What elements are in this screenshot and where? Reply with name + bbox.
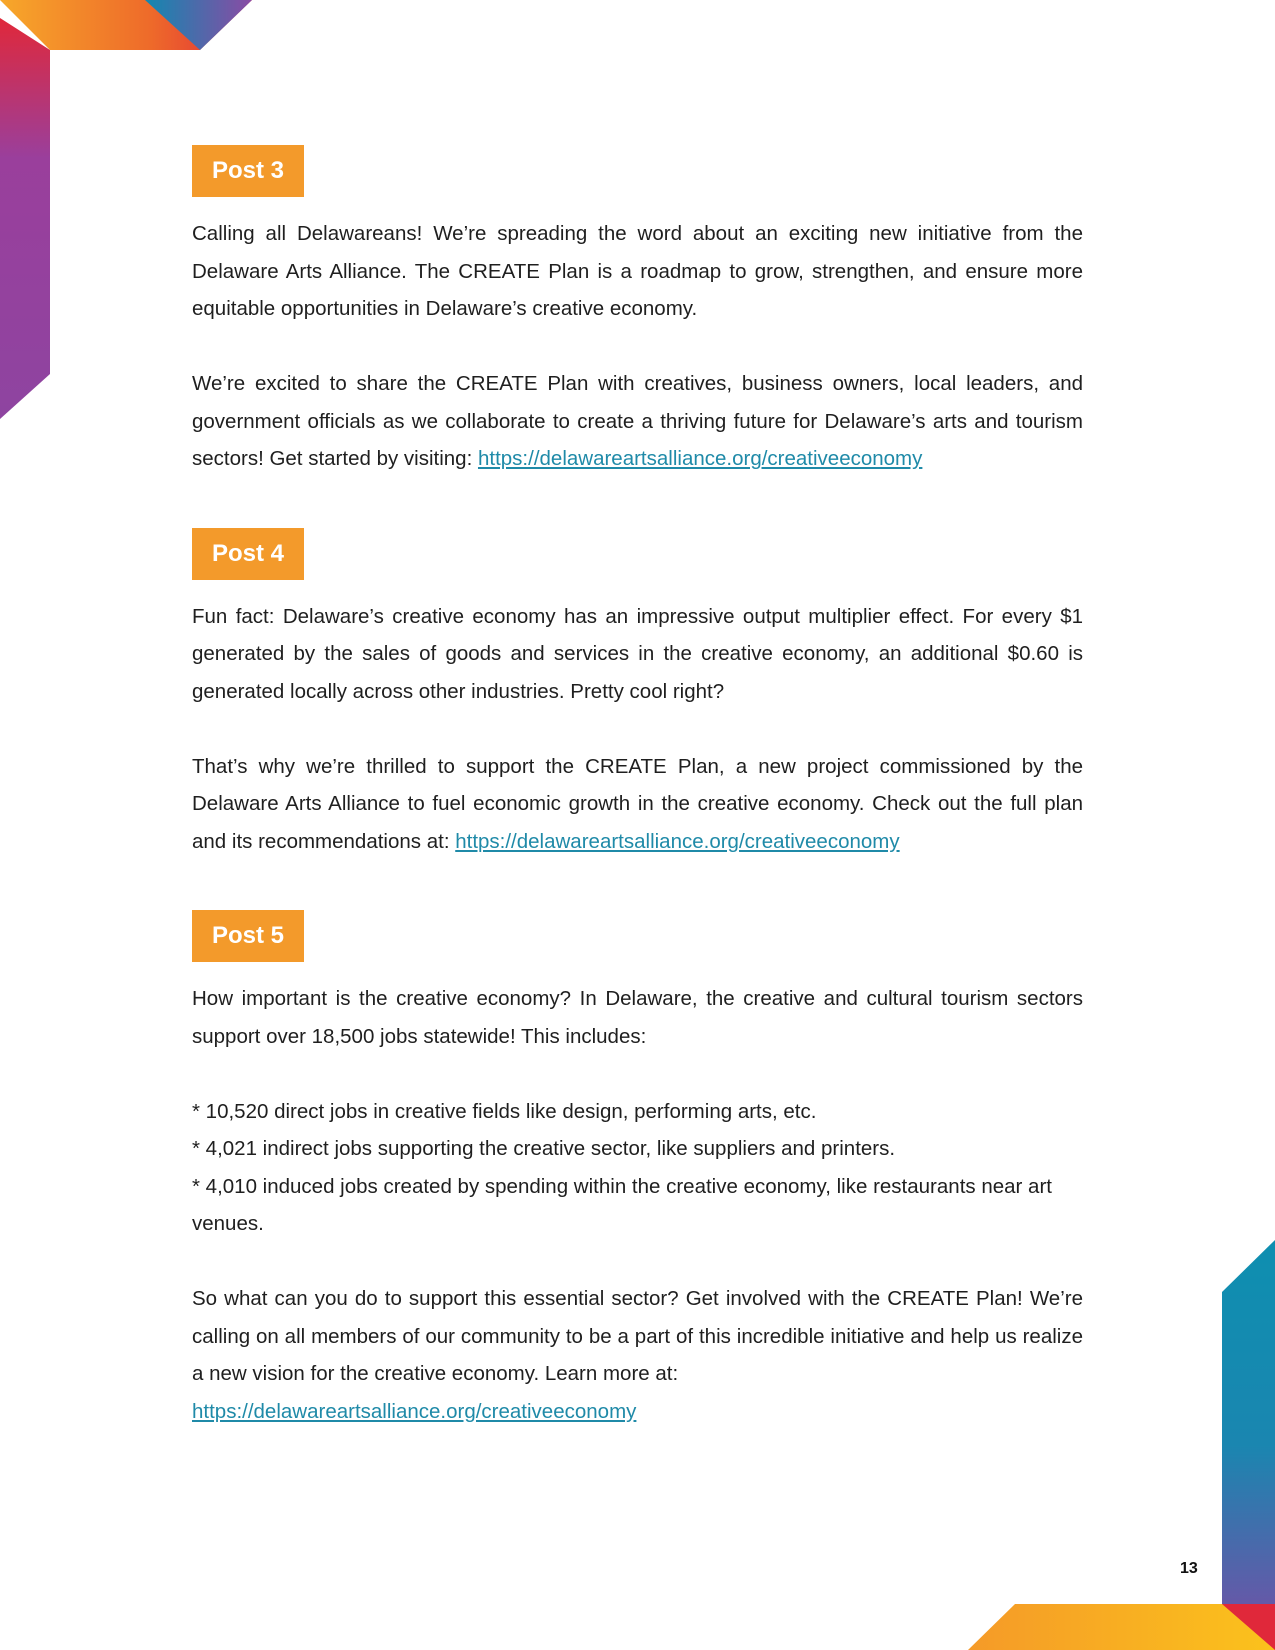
- creative-economy-link[interactable]: https://delawareartsalliance.org/creativeeconomy: [192, 1399, 637, 1423]
- post-label: Post 3: [192, 145, 304, 197]
- list-item: * 4,010 induced jobs created by spending within the creative economy, like restaurants near art venues.: [192, 1174, 1052, 1235]
- post-paragraph: [192, 1393, 1083, 1431]
- post-paragraph: Fun fact: Delaware’s creative economy has an impressive output multiplier effect. For every $1 generated by the sales of goods and services in the creative economy, an additional $0.60 is generated locally across other industries. Pretty cool right?: [192, 604, 1083, 703]
- creative-economy-link[interactable]: https://delawareartsalliance.org/creativeeconomy: [477, 447, 923, 470]
- post-label: Post 4: [192, 528, 304, 580]
- post-4: [192, 528, 1083, 861]
- post-paragraph: How important is the creative economy? In Delaware, the creative and cultural tourism sectors support over 18,500 jobs statewide! This includes:: [192, 987, 1083, 1048]
- list-item: * 10,520 direct jobs in creative fields like design, performing arts, etc.: [192, 1099, 817, 1123]
- creative-economy-link[interactable]: https://delawareartsalliance.org/creativeeconomy: [455, 829, 900, 853]
- post-3: [192, 145, 1083, 478]
- post-paragraph: So what can you do to support this essential sector? Get involved with the CREATE Plan! We’re calling on all members of our community to be a part of this incredible initiative and help us realize a new vision for the creative economy. Learn more at:: [192, 1287, 1083, 1385]
- post-paragraph: That’s why we’re thrilled to support the CREATE Plan, a new project commissioned by the Delaware Arts Alliance to fuel economic growth in the creative economy. Check out the full plan and its recommendations at: https://delawareartsalliance.org/creativeeconomy: [192, 754, 1083, 853]
- post-5: [192, 910, 1083, 1430]
- post-label: Post 5: [192, 910, 304, 962]
- document-body: [192, 145, 1083, 1430]
- post-paragraph: Calling all Delawareans! We’re spreading the word about an exciting new initiative from the Delaware Arts Alliance. The CREATE Plan is a roadmap to grow, strengthen, and ensure more equitable opportunities in Delaware’s creative economy.: [192, 222, 1083, 320]
- page-number: 13: [1180, 1560, 1198, 1577]
- post-paragraph: We’re excited to share the CREATE Plan with creatives, business owners, local leaders, and government officials as we collaborate to create a thriving future for Delaware’s arts and tourism sectors! Get started by visiting: https://delawareartsalliance.org/creativeeconomy: [192, 372, 1083, 470]
- list-item: * 4,021 indirect jobs supporting the creative sector, like suppliers and printers.: [192, 1137, 896, 1160]
